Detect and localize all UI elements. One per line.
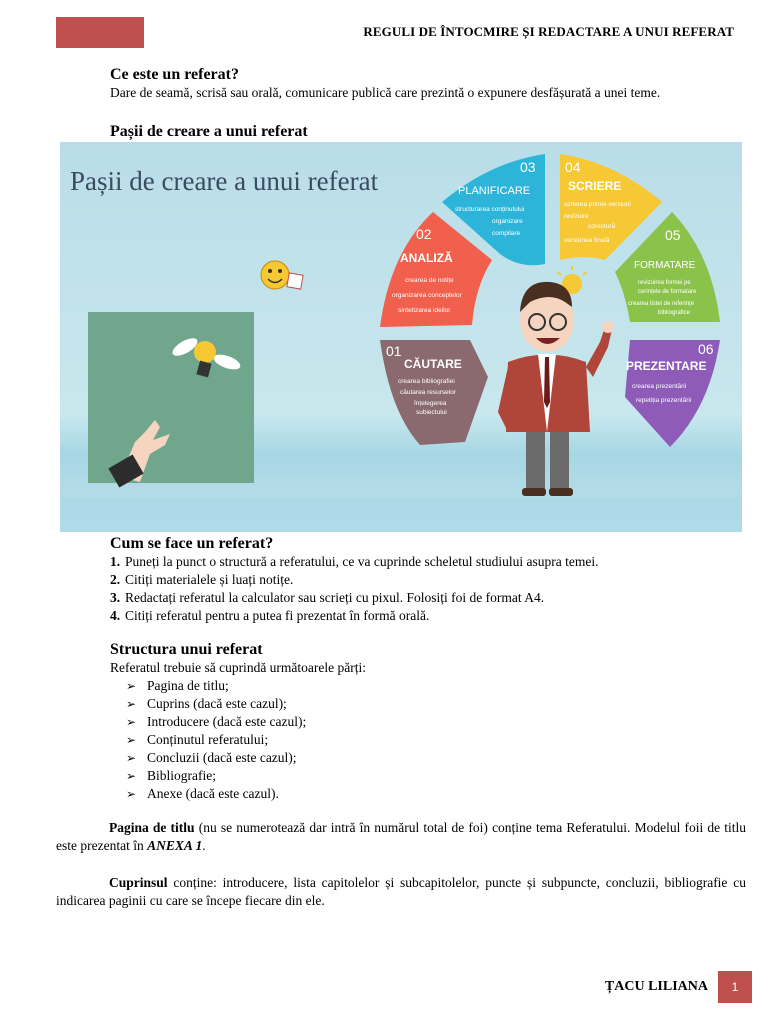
how-to-step: 2. Citiți materialele și luați notițe. [110, 572, 294, 587]
steps-heading: Pașii de creare a unui referat [110, 123, 308, 140]
step-01-segment [380, 340, 488, 445]
header-color-block [56, 17, 144, 48]
how-to-steps [110, 553, 750, 625]
infographic-label: 03 [520, 159, 536, 175]
infographic-label: corectură [588, 223, 616, 230]
infographic-label: PLANIFICARE [458, 185, 531, 197]
list-item: ➢ Concluzii (dacă este cazul); [126, 750, 297, 765]
title-page-paragraph: Pagina de titlu (nu se numerotează dar intră în numărul total de foi) conține tema Referatului. Modelul foii de titlu este prezentat în ANEXA 1. [56, 820, 747, 853]
list-item: ➢ Bibliografie; [126, 768, 216, 783]
infographic-label: 02 [416, 226, 432, 242]
section-definition [110, 66, 750, 102]
idea-panel [88, 312, 254, 483]
how-to-step: 3. Redactați referatul la calculator sau scrieți cu pixul. Folosiți foi de format A4. [110, 590, 545, 605]
arrow-bullet-icon: ➢ [126, 751, 137, 765]
step-06-segment [625, 340, 720, 447]
infographic-label: structurarea conținutului [455, 206, 525, 213]
how-to-step: 1. Puneți la punct o structură a referatului, ce va cuprinde scheletul studiului asupra temei. [110, 554, 599, 569]
infographic-label: 06 [698, 341, 714, 357]
infographic-label: crearea listei de referințe [628, 301, 695, 307]
section-how-to [110, 535, 750, 625]
infographic-label: revizuirea formei pe [638, 280, 691, 286]
list-item: ➢ Conținutul referatului; [126, 732, 269, 747]
infographic-label: crearea bibliografiei [398, 378, 455, 385]
arrow-bullet-icon: ➢ [126, 679, 137, 693]
how-to-heading: Cum se face un referat? [110, 535, 274, 552]
structure-heading: Structura unui referat [110, 641, 263, 658]
section-structure [110, 641, 750, 803]
infographic-label: 01 [386, 343, 402, 359]
author-name: ȚACU LILIANA [604, 979, 708, 994]
infographic-label: scrierea primei versiuni [564, 201, 631, 208]
infographic-label: 05 [665, 227, 681, 243]
infographic-label: crearea de notițe [405, 277, 454, 284]
infographic-label: compilare [492, 230, 521, 237]
infographic-label: înțelegerea [414, 400, 447, 407]
arrow-bullet-icon: ➢ [126, 787, 137, 801]
infographic-label: organizare [492, 218, 523, 225]
infographic-label: căutarea resurselor [400, 389, 456, 396]
infographic-label: SCRIERE [568, 179, 622, 193]
section-steps-title [110, 123, 308, 141]
infographic-label: repetiția prezentării [636, 397, 692, 404]
list-item: ➢ Cuprins (dacă este cazul); [126, 696, 287, 711]
infographic-label: ANALIZĂ [400, 251, 453, 265]
definition-heading: Ce este un referat? [110, 66, 239, 83]
arrow-bullet-icon: ➢ [126, 733, 137, 747]
infographic-label: cerințele de formatare [638, 289, 697, 295]
infographic-label: revizuire [564, 213, 589, 220]
infographic-label: sintetizarea ideilor [398, 307, 451, 314]
infographic-label: FORMATARE [634, 260, 696, 271]
structure-list [126, 677, 750, 803]
infographic-label: versiunea finală [564, 237, 610, 244]
arrow-bullet-icon: ➢ [126, 715, 137, 729]
steps-infographic [60, 142, 742, 532]
infographic-label: CĂUTARE [404, 357, 462, 371]
infographic-label: subiectului [416, 409, 447, 416]
list-item: ➢ Pagina de titlu; [126, 678, 229, 693]
arrow-bullet-icon: ➢ [126, 697, 137, 711]
infographic-label: crearea prezentării [632, 383, 687, 390]
smiley-emoji-icon [261, 261, 303, 289]
infographic-label: PREZENTARE [626, 359, 707, 373]
definition-text: Dare de seamă, scrisă sau orală, comunicare publică care prezintă o expunere desfășurată a unei teme. [110, 85, 661, 100]
infographic-title: Pașii de creare a unui referat [70, 166, 379, 196]
arrow-bullet-icon: ➢ [126, 769, 137, 783]
infographic-label: 04 [565, 159, 581, 175]
page-number: 1 [718, 971, 752, 1003]
header-title: REGULI DE ÎNTOCMIRE ȘI REDACTARE A UNUI REFERAT [363, 24, 734, 39]
structure-intro: Referatul trebuie să cuprindă următoarele părți: [110, 660, 367, 675]
list-item: ➢ Anexe (dacă este cazul). [126, 786, 279, 801]
contents-paragraph: Cuprinsul conține: introducere, lista capitolelor și subcapitolelor, puncte și subpuncte, concluzii, bibliografie cu indicarea paginii cu care se începe fiecare din ele. [56, 875, 746, 908]
presenter-character-icon [498, 266, 614, 496]
infographic-graphic [60, 142, 742, 532]
infographic-label: bibliografice [658, 310, 691, 316]
how-to-step: 4. Citiți referatul pentru a putea fi prezentat în formă orală. [110, 608, 430, 623]
infographic-label: organizarea conceptelor [392, 292, 462, 299]
list-item: ➢ Introducere (dacă este cazul); [126, 714, 307, 729]
